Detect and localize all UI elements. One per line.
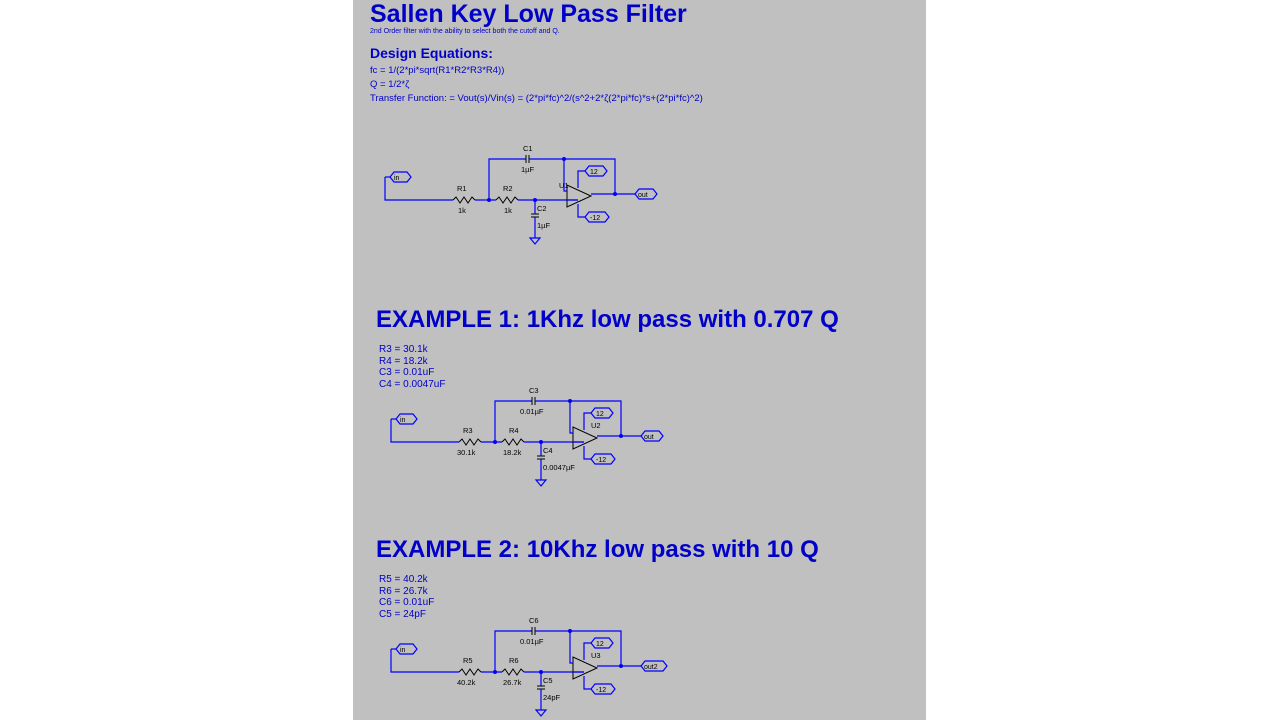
vpos-wire xyxy=(584,413,591,430)
resistor-r-a xyxy=(453,197,475,203)
equation-fc: fc = 1/(2*pi*sqrt(R1*R2*R3*R4)) xyxy=(370,65,505,76)
resistor-r-a-name: R5 xyxy=(463,656,473,665)
resistor-r-a-name: R3 xyxy=(463,426,473,435)
resistor-r-a xyxy=(459,669,481,675)
example-2-value-c6: C6 = 0.01uF xyxy=(379,597,435,608)
resistor-r-b xyxy=(496,197,518,203)
vneg-wire xyxy=(584,676,591,689)
capacitor-c-fb-value: 1µF xyxy=(521,165,535,174)
resistor-r-b-value: 1k xyxy=(504,206,512,215)
capacitor-c-fb-name: C6 xyxy=(529,616,539,625)
resistor-r-a-value: 40.2k xyxy=(457,678,476,687)
resistor-r-b-value: 18.2k xyxy=(503,448,522,457)
capacitor-c-fb-name: C3 xyxy=(529,386,539,395)
in-port-label: in xyxy=(400,647,406,654)
resistor-r-b-name: R6 xyxy=(509,656,519,665)
schematic-example-2 xyxy=(353,612,926,720)
capacitor-c-gnd-name: C4 xyxy=(543,446,553,455)
capacitor-c-gnd-value: 0.0047µF xyxy=(543,463,575,472)
example-2-value-c5: C5 = 24pF xyxy=(379,608,426,620)
in-port-label: in xyxy=(394,175,400,182)
example-1-value-r4: R4 = 18.2k xyxy=(379,355,428,367)
resistor-r-b-name: R2 xyxy=(503,184,513,193)
resistor-r-b xyxy=(502,669,524,675)
ground-symbol xyxy=(536,480,546,486)
example-1-heading: EXAMPLE 1: 1Khz low pass with 0.707 Q xyxy=(376,306,839,333)
junction-dot-out xyxy=(619,664,623,668)
example-2-value-r5: R5 = 40.2k xyxy=(379,574,428,585)
opamp-label: U2 xyxy=(591,421,601,430)
vpos-label: 12 xyxy=(590,169,598,176)
opamp-label: U3 xyxy=(591,651,601,660)
ground-symbol xyxy=(530,238,540,244)
junction-dot-out xyxy=(613,192,617,196)
capacitor-c-fb-value: 0.01µF xyxy=(520,407,544,416)
vneg-wire xyxy=(578,204,585,217)
opamp-body xyxy=(573,657,597,679)
out-port-label: out2 xyxy=(644,664,658,671)
capacitor-c-gnd-name: C5 xyxy=(543,676,553,685)
vpos-wire xyxy=(578,171,585,188)
out-port-label: out xyxy=(644,434,654,441)
schematic-sheet xyxy=(353,0,926,720)
resistor-r-a xyxy=(459,439,481,445)
resistor-r-a-value: 30.1k xyxy=(457,448,476,457)
example-1-value-c3: C3 = 0.01uF xyxy=(379,367,435,378)
example-2-heading: EXAMPLE 2: 10Khz low pass with 10 Q xyxy=(376,536,819,563)
junction-dot-out xyxy=(619,434,623,438)
vpos-wire xyxy=(584,643,591,660)
capacitor-c-gnd-value: 24pF xyxy=(543,693,561,702)
example-1-value-c4: C4 = 0.0047uF xyxy=(379,378,446,390)
schematic-example-1 xyxy=(353,382,926,494)
resistor-r-b-value: 26.7k xyxy=(503,678,522,687)
page-subtitle: 2nd Order filter with the ability to select both the cutoff and Q. xyxy=(370,28,560,35)
vneg-label: -12 xyxy=(596,687,607,694)
opamp-label: U1 xyxy=(559,181,569,190)
resistor-r-a-name: R1 xyxy=(457,184,467,193)
vpos-label: 12 xyxy=(596,641,604,648)
example-2-value-r6: R6 = 26.7k xyxy=(379,585,428,597)
example-1-value-r3: R3 = 30.1k xyxy=(379,344,428,355)
schematic-base-circuit xyxy=(353,140,926,252)
out-port-label: out xyxy=(638,192,648,199)
capacitor-c-fb-value: 0.01µF xyxy=(520,637,544,646)
resistor-r-a-value: 1k xyxy=(458,206,466,215)
vneg-label: -12 xyxy=(596,457,607,464)
opamp-body xyxy=(573,427,597,449)
vneg-wire xyxy=(584,446,591,459)
resistor-r-b-name: R4 xyxy=(509,426,519,435)
design-equations-heading: Design Equations: xyxy=(370,45,493,61)
opamp-body xyxy=(567,185,591,207)
capacitor-c-gnd-value: 1µF xyxy=(537,221,551,230)
ground-symbol xyxy=(536,710,546,716)
equation-transfer-function: Transfer Function: = Vout(s)/Vin(s) = (2*pi*fc)^2/(s^2+2*ζ(2*pi*fc)*s+(2*pi*fc)^2) xyxy=(370,93,703,104)
in-port-label: in xyxy=(400,417,406,424)
capacitor-c-gnd-name: C2 xyxy=(537,204,547,213)
resistor-r-b xyxy=(502,439,524,445)
page-title: Sallen Key Low Pass Filter xyxy=(370,0,687,28)
capacitor-c-fb-name: C1 xyxy=(523,144,533,153)
equation-q: Q = 1/2*ζ xyxy=(370,79,410,90)
vneg-label: -12 xyxy=(590,215,601,222)
vpos-label: 12 xyxy=(596,411,604,418)
